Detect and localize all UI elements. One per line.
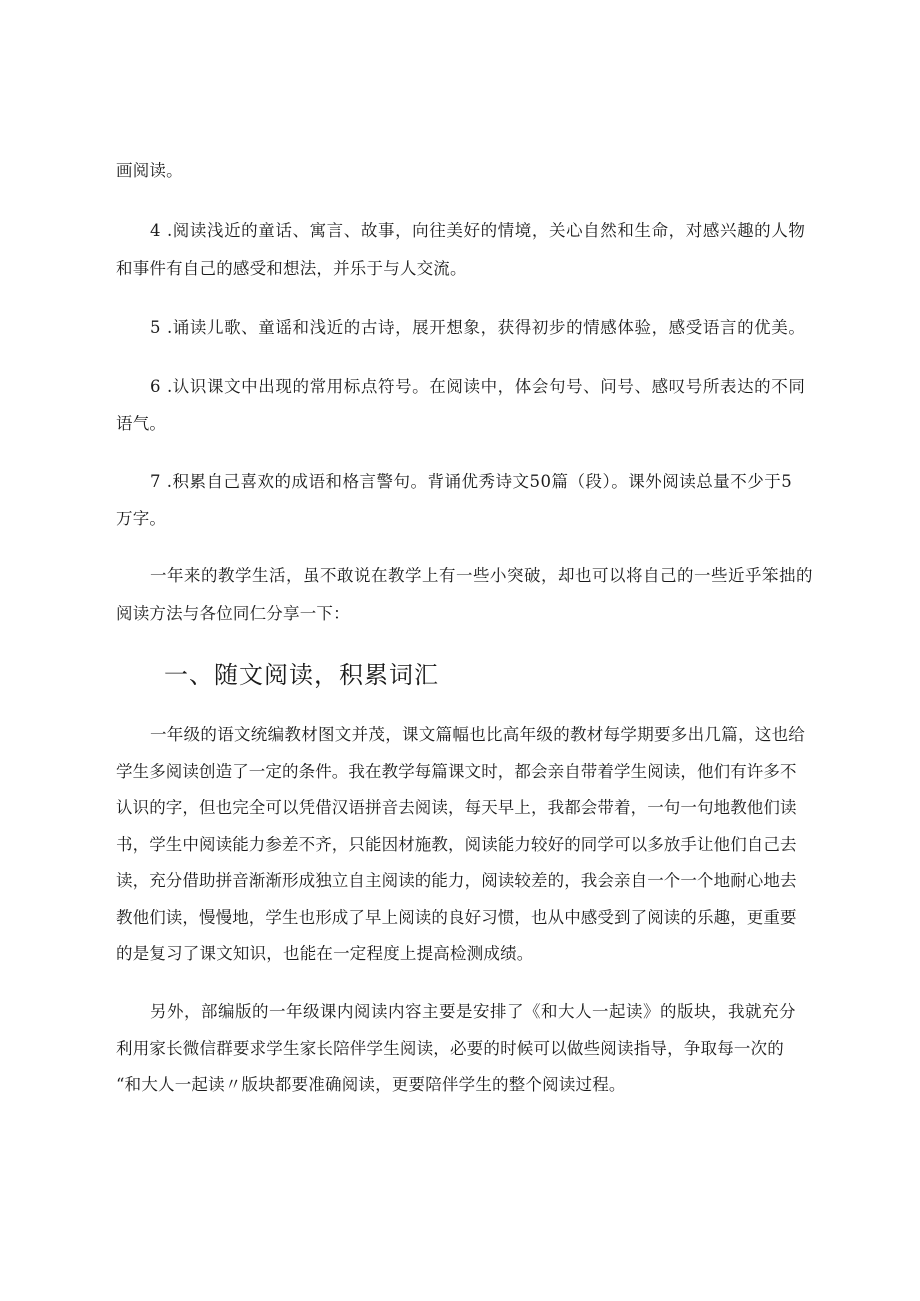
paragraph-intro-line-1: 一年来的教学生活，虽不敢说在教学上有一些小突破，却也可以将自己的一些近乎笨拙的 [150,566,813,585]
text-line: 画阅读。 [116,161,183,180]
paragraph-1-line-3: 认识的字，但也完全可以凭借汉语拼音去阅读，每天早上，我都会带着，一句一句地教他们读 [116,798,797,817]
list-item-7-line-1: 7 .积累自己喜欢的成语和格言警句。背诵优秀诗文50篇（段）。课外阅读总量不少于5 [150,472,793,491]
list-item-5: 5 .诵读儿歌、童谣和浅近的古诗，展开想象，获得初步的情感体验，感受语言的优美。 [150,318,806,337]
paragraph-1-line-4: 书，学生中阅读能力参差不齐，只能因材施教，阅读能力较好的同学可以多放手让他们自己去 [116,835,797,854]
list-item-7-line-2: 万字。 [116,509,167,528]
paragraph-1-line-7: 的是复习了课文知识，也能在一定程度上提高检测成绩。 [116,944,534,963]
paragraph-2-line-3: “和大人一起读〃版块都要准确阅读，更要陪伴学生的整个阅读过程。 [116,1075,626,1094]
paragraph-1-line-1: 一年级的语文统编教材图文并茂，课文篇幅也比高年级的教材每学期要多出几篇，这也给 [150,725,806,744]
list-item-4-line-2: 和事件有自己的感受和想法，并乐于与人交流。 [116,259,467,278]
paragraph-2-line-2: 利用家长微信群要求学生家长陪伴学生阅读，必要的时候可以做些阅读指导，争取每一次的 [116,1039,784,1058]
paragraph-1-line-6: 教他们读，慢慢地，学生也形成了早上阅读的良好习惯，也从中感受到了阅读的乐趣，更重要 [116,908,797,927]
paragraph-1-line-2: 学生多阅读创造了一定的条件。我在教学每篇课文时，都会亲自带着学生阅读，他们有许多不 [116,762,797,781]
paragraph-1-line-5: 读，充分借助拼音渐渐形成独立自主阅读的能力，阅读较差的，我会亲自一个一个地耐心地去 [116,871,797,890]
list-item-6-line-2: 语气。 [116,414,167,433]
section-heading: 一、随文阅读，积累词汇 [164,661,439,689]
paragraph-intro-line-2: 阅读方法与各位同仁分享一下： [116,604,350,623]
list-item-4-line-1: 4 .阅读浅近的童话、寓言、故事，向往美好的情境，关心自然和生命，对感兴趣的人物 [150,221,806,240]
paragraph-2-line-1: 另外，部编版的一年级课内阅读内容主要是安排了《和大人一起读》的版块，我就充分 [150,1002,796,1021]
list-item-6-line-1: 6 .认识课文中出现的常用标点符号。在阅读中，体会句号、问号、感叹号所表达的不同 [150,377,806,396]
